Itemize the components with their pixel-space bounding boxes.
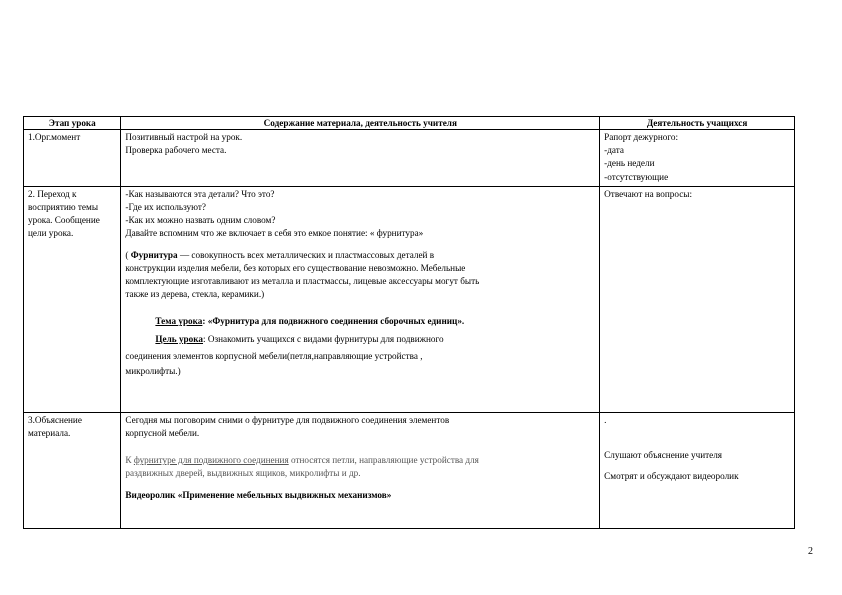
term-furnitura: Фурнитура — [130, 249, 178, 260]
row3-students: . Слушают объяснение учителя Смотрят и обсуждают видеоролик — [600, 412, 795, 528]
table-header-row — [24, 117, 795, 130]
header-stage: Этап урока — [24, 117, 121, 130]
definition-line: ( Фурнитура — совокупность всех металлических и пластмассовых деталей в — [125, 249, 435, 260]
row1-content — [121, 130, 600, 187]
table-row — [24, 130, 795, 187]
row1-stage: 1.Орг.момент — [24, 130, 121, 187]
header-students: Деятельность учащихся — [600, 117, 795, 130]
furniture-link[interactable]: фурнитуре для подвижного соединения — [133, 455, 289, 466]
table-row — [24, 186, 795, 412]
header-content: Содержание материала, деятельность учителя — [121, 117, 600, 130]
row3-stage: 3.Объяснение материала. — [24, 412, 121, 528]
row2-content: -Как называются эта детали? Что это? -Где их используют? -Как их можно назвать одним словом? Давайте вспомним что же включает в себя это емкое понятие: « фурнитура» ( Фурнитура — совокупность всех металлических и пластмассовых деталей в конструкции изделия мебели, без которых его существование невозможно. Мебельные комплектующие изготавливают из металла и пластмассы, лицевые аксессуары могут быть также из дерева, стекла, керамики.) Тема урока: «Фурнитура для подвижного соединения сборочных единиц». Цель урока: Ознакомить учащихся с видами фурнитуры для подвижного соединения элементов корпусной мебели(петля,направляющие устройства , микролифты.) — [121, 186, 600, 412]
table-row — [24, 412, 795, 528]
row1-students: Рапорт дежурного: -дата -день недели -отсутствующие — [600, 130, 795, 187]
row2-stage: 2. Переход к восприятию темы урока. Сообщение цели урока. — [24, 186, 121, 412]
row2-students: Отвечают на вопросы: — [600, 186, 795, 412]
page-number: 2 — [808, 546, 813, 557]
goal-line: Цель урока: Ознакомить учащихся с видами фурнитуры для подвижного — [155, 333, 444, 344]
content-line: Проверка рабочего места. — [125, 145, 227, 156]
topic-line: Тема урока: «Фурнитура для подвижного соединения сборочных единиц». — [155, 316, 465, 327]
gray-line: К фурнитуре для подвижного соединения относятся петли, направляющие устройства для — [125, 455, 479, 466]
content-line: Позитивный настрой на урок. — [125, 132, 243, 142]
row3-content: Сегодня мы поговорим сними о фурнитуре для подвижного соединения элементов корпусной мебели. К фурнитуре для подвижного соединения относятся петли, направляющие устройства для раздвижных дверей, выдвижных ящиков, микролифты и др. Видеоролик «Применение мебельных выдвижных механизмов» — [121, 412, 600, 528]
video-title: Видеоролик «Применение мебельных выдвижных механизмов» — [125, 489, 392, 500]
lesson-plan-table — [23, 116, 795, 529]
